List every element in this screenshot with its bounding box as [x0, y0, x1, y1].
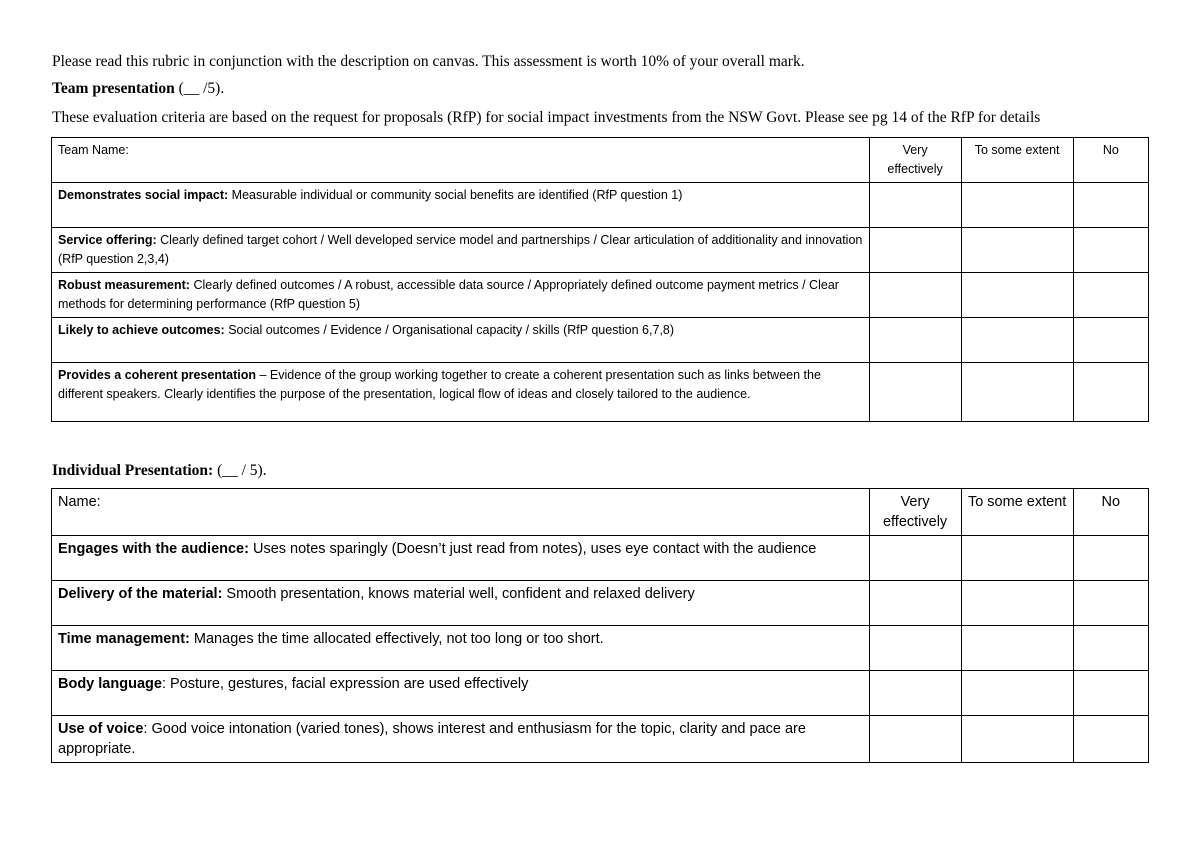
no-cell[interactable] — [1073, 536, 1148, 581]
to-some-extent-cell[interactable] — [961, 536, 1073, 581]
no-cell[interactable] — [1073, 273, 1148, 318]
criterion-label: Robust measurement: — [58, 278, 190, 292]
team-table-header — [52, 138, 1149, 183]
criterion-cell — [52, 716, 870, 763]
to-some-extent-cell[interactable] — [961, 228, 1073, 273]
header-very-effectively: Very effectively — [869, 489, 961, 536]
no-cell[interactable] — [1073, 581, 1148, 626]
table-row — [52, 626, 1149, 671]
individual-rubric-table — [51, 488, 1149, 763]
criterion-label: Time management: — [58, 631, 190, 647]
intro-text: Please read this rubric in conjunction with the description on canvas. This assessment is worth 10% of your overall mark. — [52, 53, 805, 70]
individual-table-header — [52, 489, 1149, 536]
criterion-label: Use of voice — [58, 721, 144, 737]
team-presentation-heading — [52, 80, 224, 98]
criterion-label: Engages with the audience: — [58, 541, 249, 557]
to-some-extent-cell[interactable] — [961, 183, 1073, 228]
criterion-text: Uses notes sparingly (Doesn’t just read from notes), uses eye contact with the audience — [248, 541, 817, 557]
criterion-text: Smooth presentation, knows material well, confident and relaxed delivery — [222, 586, 695, 602]
header-to-some-extent: To some extent — [961, 489, 1073, 536]
very-effectively-cell[interactable] — [869, 228, 961, 273]
very-effectively-cell[interactable] — [869, 581, 961, 626]
header-to-some-extent: To some extent — [961, 138, 1073, 183]
individual-score: (__ / 5). — [217, 462, 267, 479]
team-heading-label: Team presentation — [52, 80, 175, 97]
criterion-label: Demonstrates social impact: — [58, 188, 229, 202]
criterion-text: Clearly defined outcomes / A robust, accessible data source / Appropriately defined outcome payment metrics / Clear methods for determining performance (RfP question 5) — [58, 278, 839, 311]
criterion-cell — [52, 536, 870, 581]
no-cell[interactable] — [1073, 363, 1148, 422]
very-effectively-cell[interactable] — [869, 183, 961, 228]
no-cell[interactable] — [1073, 228, 1148, 273]
team-name-field[interactable]: Team Name: — [52, 138, 870, 183]
no-cell[interactable] — [1073, 183, 1148, 228]
header-no: No — [1073, 489, 1148, 536]
very-effectively-cell[interactable] — [869, 536, 961, 581]
criterion-cell — [52, 318, 870, 363]
criteria-note: These evaluation criteria are based on the request for proposals (RfP) for social impact investments from the NSW Govt. Please see pg 14 of the RfP for details — [52, 109, 1041, 126]
no-cell[interactable] — [1073, 626, 1148, 671]
team-rubric-table — [51, 137, 1149, 422]
criterion-cell — [52, 273, 870, 318]
table-row — [52, 363, 1149, 422]
criterion-label: Likely to achieve outcomes: — [58, 323, 225, 337]
table-row — [52, 581, 1149, 626]
table-row — [52, 671, 1149, 716]
individual-heading-label: Individual Presentation: — [52, 462, 214, 479]
criterion-cell — [52, 228, 870, 273]
no-cell[interactable] — [1073, 671, 1148, 716]
very-effectively-cell[interactable] — [869, 318, 961, 363]
criterion-text: Clearly defined target cohort / Well developed service model and partnerships / Clear articulation of additionality and innovation (RfP question 2,3,4) — [58, 233, 863, 266]
very-effectively-cell[interactable] — [869, 716, 961, 763]
criterion-cell — [52, 671, 870, 716]
table-row — [52, 318, 1149, 363]
table-row — [52, 273, 1149, 318]
very-effectively-cell[interactable] — [869, 273, 961, 318]
team-score: (__ /5). — [178, 80, 225, 97]
individual-name-field[interactable]: Name: — [52, 489, 870, 536]
criterion-label: Provides a coherent presentation — [58, 368, 256, 382]
criterion-label: Service offering: — [58, 233, 157, 247]
criterion-text: : Posture, gestures, facial expression are used effectively — [161, 676, 529, 692]
to-some-extent-cell[interactable] — [961, 626, 1073, 671]
to-some-extent-cell[interactable] — [961, 318, 1073, 363]
criterion-text: Manages the time allocated effectively, not too long or too short. — [189, 631, 604, 647]
to-some-extent-cell[interactable] — [961, 581, 1073, 626]
no-cell[interactable] — [1073, 318, 1148, 363]
very-effectively-cell[interactable] — [869, 671, 961, 716]
table-row — [52, 536, 1149, 581]
to-some-extent-cell[interactable] — [961, 716, 1073, 763]
criterion-cell — [52, 363, 870, 422]
very-effectively-cell[interactable] — [869, 363, 961, 422]
individual-presentation-heading — [52, 462, 267, 480]
header-no: No — [1073, 138, 1148, 183]
no-cell[interactable] — [1073, 716, 1148, 763]
criterion-cell — [52, 183, 870, 228]
criterion-label: Body language — [58, 676, 162, 692]
criterion-text: – Evidence of the group working together to create a coherent presentation such as links between the different speakers. Clearly identifies the purpose of the presentation, logical flow of ideas and closely tailored to the audience. — [58, 368, 821, 401]
criterion-label: Delivery of the material: — [58, 586, 223, 602]
criterion-text: : Good voice intonation (varied tones), shows interest and enthusiasm for the topic, clarity and pace are appropriate. — [58, 721, 806, 757]
table-row — [52, 228, 1149, 273]
very-effectively-cell[interactable] — [869, 626, 961, 671]
to-some-extent-cell[interactable] — [961, 273, 1073, 318]
table-row — [52, 716, 1149, 763]
criterion-cell — [52, 626, 870, 671]
criterion-cell — [52, 581, 870, 626]
criterion-text: Measurable individual or community social benefits are identified (RfP question 1) — [228, 188, 683, 202]
to-some-extent-cell[interactable] — [961, 363, 1073, 422]
criterion-text: Social outcomes / Evidence / Organisational capacity / skills (RfP question 6,7,8) — [224, 323, 675, 337]
header-very-effectively: Very effectively — [869, 138, 961, 183]
table-row — [52, 183, 1149, 228]
to-some-extent-cell[interactable] — [961, 671, 1073, 716]
